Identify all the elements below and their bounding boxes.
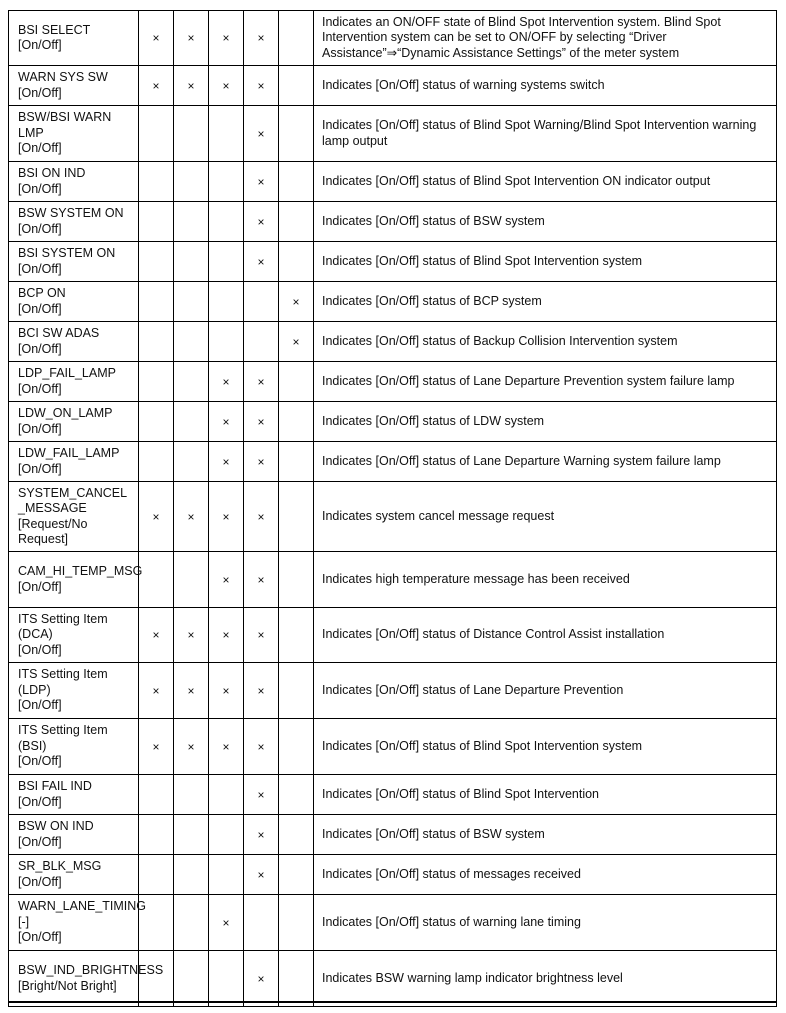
item-cell [9, 322, 139, 362]
item-label: CAM_HI_TEMP_MSG [18, 564, 143, 578]
item-unit: [On/Off] [18, 579, 62, 594]
description-cell: Indicates [On/Off] status of warning lane timing [314, 895, 777, 951]
table-row [9, 951, 777, 1007]
applicability-cell-1 [139, 322, 174, 362]
applicable-mark: × [187, 739, 195, 754]
applicability-cell-2 [174, 775, 209, 815]
applicable-mark: × [222, 509, 230, 524]
applicability-cell-4 [244, 895, 279, 951]
applicability-cell-3 [209, 719, 244, 775]
item-unit: [On/Off] [18, 874, 62, 889]
item-label: BSW/BSI WARN LMP [18, 110, 112, 140]
item-label: BSW ON IND [18, 819, 94, 833]
applicability-cell-5 [279, 775, 314, 815]
applicability-cell-5 [279, 106, 314, 162]
applicability-cell-4 [244, 322, 279, 362]
item-label: WARN SYS SW [18, 70, 108, 84]
applicable-mark: × [257, 572, 265, 587]
applicability-cell-5 [279, 202, 314, 242]
applicability-cell-3 [209, 895, 244, 951]
item-label: BSI ON IND [18, 166, 86, 180]
applicability-cell-5 [279, 242, 314, 282]
applicability-cell-2 [174, 719, 209, 775]
applicable-mark: × [257, 867, 265, 882]
applicability-cell-2 [174, 552, 209, 608]
table-row [9, 11, 777, 66]
description-cell: Indicates [On/Off] status of messages received [314, 855, 777, 895]
description-cell: Indicates system cancel message request [314, 482, 777, 552]
applicability-cell-2 [174, 242, 209, 282]
item-unit: [On/Off] [18, 698, 62, 713]
applicability-cell-3 [209, 663, 244, 719]
applicability-cell-3 [209, 11, 244, 66]
applicability-cell-3 [209, 775, 244, 815]
item-unit: [On/Off] [18, 85, 62, 100]
applicability-cell-4 [244, 815, 279, 855]
applicable-mark: × [257, 31, 265, 45]
applicability-cell-3 [209, 66, 244, 106]
item-cell [9, 482, 139, 552]
applicability-cell-5 [279, 482, 314, 552]
table-row [9, 552, 777, 608]
applicability-cell-4 [244, 608, 279, 663]
applicability-cell-2 [174, 482, 209, 552]
item-cell [9, 719, 139, 775]
applicable-mark: × [222, 628, 230, 642]
item-label: SYSTEM_CANCEL _MESSAGE [18, 485, 127, 515]
item-cell [9, 815, 139, 855]
item-unit: [On/Off] [18, 181, 62, 196]
applicable-mark: × [257, 628, 265, 642]
item-unit: [On/Off] [18, 754, 62, 769]
item-unit: [On/Off] [18, 141, 62, 156]
item-cell [9, 442, 139, 482]
item-unit: [On/Off] [18, 301, 62, 316]
table-body [9, 11, 777, 1007]
table-row [9, 202, 777, 242]
applicability-cell-4 [244, 242, 279, 282]
applicable-mark: × [257, 739, 265, 754]
applicable-mark: × [257, 787, 265, 802]
item-unit: [On/Off] [18, 341, 62, 356]
description-cell: Indicates [On/Off] status of Distance Control Assist installation [314, 608, 777, 663]
description-cell: Indicates [On/Off] status of Lane Departure Prevention [314, 663, 777, 719]
description-cell: Indicates high temperature message has been received [314, 552, 777, 608]
item-cell [9, 402, 139, 442]
applicable-mark: × [222, 915, 230, 930]
item-label: BSI FAIL IND [18, 779, 92, 793]
item-cell [9, 66, 139, 106]
applicable-mark: × [152, 683, 160, 698]
applicability-cell-2 [174, 66, 209, 106]
applicability-cell-3 [209, 362, 244, 402]
applicable-mark: × [187, 31, 195, 45]
applicability-cell-3 [209, 855, 244, 895]
description-cell: Indicates [On/Off] status of BCP system [314, 282, 777, 322]
applicability-cell-5 [279, 663, 314, 719]
applicability-cell-1 [139, 66, 174, 106]
applicability-cell-4 [244, 442, 279, 482]
applicable-mark: × [222, 572, 230, 587]
applicable-mark: × [152, 739, 160, 754]
item-label: BSI SYSTEM ON [18, 246, 116, 260]
item-unit: [On/Off] [18, 930, 62, 945]
applicability-cell-5 [279, 719, 314, 775]
applicability-cell-5 [279, 282, 314, 322]
applicability-cell-3 [209, 282, 244, 322]
item-label: BSW_IND_BRIGHTNESS [18, 963, 164, 977]
item-label: WARN_LANE_TIMING [-] [18, 899, 147, 929]
applicability-cell-3 [209, 951, 244, 1007]
item-label: ITS Setting Item (BSI) [18, 723, 108, 753]
table-row [9, 895, 777, 951]
applicability-cell-5 [279, 162, 314, 202]
applicability-cell-2 [174, 815, 209, 855]
applicability-cell-1 [139, 362, 174, 402]
applicable-mark: × [257, 454, 265, 469]
applicability-cell-4 [244, 202, 279, 242]
applicability-cell-2 [174, 322, 209, 362]
table-row [9, 66, 777, 106]
table-row [9, 855, 777, 895]
applicability-cell-5 [279, 552, 314, 608]
applicability-cell-2 [174, 362, 209, 402]
applicability-cell-2 [174, 895, 209, 951]
applicability-cell-1 [139, 815, 174, 855]
applicability-cell-5 [279, 855, 314, 895]
table-row [9, 106, 777, 162]
description-cell: Indicates [On/Off] status of Blind Spot Intervention [314, 775, 777, 815]
applicable-mark: × [257, 126, 265, 141]
applicability-cell-1 [139, 242, 174, 282]
applicability-cell-5 [279, 442, 314, 482]
item-unit: [Bright/Not Bright] [18, 978, 117, 993]
applicability-cell-3 [209, 442, 244, 482]
applicable-mark: × [222, 78, 230, 93]
applicable-mark: × [222, 414, 230, 429]
item-label: BSI SELECT [18, 22, 91, 37]
item-unit: [On/Off] [18, 794, 62, 809]
description-cell: Indicates BSW warning lamp indicator brightness level [314, 951, 777, 1007]
item-unit: [On/Off] [18, 421, 62, 436]
applicable-mark: × [187, 78, 195, 93]
applicability-cell-4 [244, 66, 279, 106]
description-cell: Indicates [On/Off] status of Blind Spot Warning/Blind Spot Intervention warning lamp output [314, 106, 777, 162]
applicability-cell-5 [279, 11, 314, 66]
applicable-mark: × [222, 683, 230, 698]
applicability-cell-4 [244, 162, 279, 202]
applicability-cell-1 [139, 202, 174, 242]
applicability-cell-5 [279, 322, 314, 362]
applicable-mark: × [152, 78, 160, 93]
table-row [9, 719, 777, 775]
item-label: BCI SW ADAS [18, 326, 100, 340]
applicability-cell-4 [244, 775, 279, 815]
item-unit: [On/Off] [18, 381, 62, 396]
table-row [9, 442, 777, 482]
item-unit: [On/Off] [18, 261, 62, 276]
applicability-cell-1 [139, 552, 174, 608]
applicable-mark: × [257, 254, 265, 269]
applicable-mark: × [257, 374, 265, 389]
applicability-cell-3 [209, 402, 244, 442]
description-cell: Indicates [On/Off] status of Backup Collision Intervention system [314, 322, 777, 362]
applicability-cell-2 [174, 608, 209, 663]
applicability-cell-4 [244, 362, 279, 402]
applicability-cell-1 [139, 663, 174, 719]
applicability-cell-4 [244, 11, 279, 66]
applicability-cell-4 [244, 106, 279, 162]
applicability-cell-5 [279, 362, 314, 402]
item-label: SR_BLK_MSG [18, 859, 102, 873]
description-cell: Indicates [On/Off] status of Lane Departure Prevention system failure lamp [314, 362, 777, 402]
item-unit: [On/Off] [18, 38, 62, 52]
table-row [9, 815, 777, 855]
applicable-mark: × [257, 174, 265, 189]
applicability-cell-5 [279, 895, 314, 951]
applicability-cell-3 [209, 202, 244, 242]
applicability-cell-2 [174, 11, 209, 66]
applicability-cell-1 [139, 162, 174, 202]
applicable-mark: × [257, 683, 265, 698]
applicability-cell-1 [139, 11, 174, 66]
applicability-cell-4 [244, 482, 279, 552]
applicable-mark: × [257, 414, 265, 429]
applicable-mark: × [257, 827, 265, 842]
item-label: LDW_ON_LAMP [18, 406, 113, 420]
table-row [9, 162, 777, 202]
description-cell: Indicates [On/Off] status of Lane Departure Warning system failure lamp [314, 442, 777, 482]
applicability-cell-3 [209, 162, 244, 202]
applicable-mark: × [257, 214, 265, 229]
applicability-cell-4 [244, 719, 279, 775]
item-cell [9, 895, 147, 951]
applicability-cell-5 [279, 608, 314, 663]
applicability-cell-3 [209, 242, 244, 282]
table-row [9, 775, 777, 815]
item-cell [9, 242, 139, 282]
applicability-cell-2 [174, 951, 209, 1007]
description-cell: Indicates [On/Off] status of Blind Spot Intervention system [314, 719, 777, 775]
item-label: ITS Setting Item (DCA) [18, 611, 108, 642]
applicability-cell-4 [244, 663, 279, 719]
applicability-cell-2 [174, 162, 209, 202]
applicable-mark: × [152, 628, 160, 642]
item-cell [9, 162, 139, 202]
bottom-rule [8, 1001, 776, 1003]
applicability-cell-2 [174, 663, 209, 719]
item-cell [9, 11, 139, 66]
table-row [9, 663, 777, 719]
applicability-cell-5 [279, 815, 314, 855]
applicability-cell-3 [209, 482, 244, 552]
item-label: ITS Setting Item (LDP) [18, 667, 108, 697]
applicable-mark: × [292, 334, 300, 349]
item-cell [9, 951, 164, 1007]
item-cell [9, 202, 139, 242]
applicability-cell-5 [279, 402, 314, 442]
description-cell: Indicates an ON/OFF state of Blind Spot Intervention system. Blind Spot Intervention system can be set to ON/OFF by selecting “Driver Assistance”⇒“Dynamic Assistance Settings” of the meter system [314, 11, 777, 66]
applicable-mark: × [222, 31, 230, 45]
applicability-cell-2 [174, 402, 209, 442]
applicability-cell-2 [174, 442, 209, 482]
applicable-mark: × [257, 509, 265, 524]
applicability-cell-3 [209, 552, 244, 608]
item-cell [9, 775, 139, 815]
applicability-cell-1 [139, 402, 174, 442]
description-cell: Indicates [On/Off] status of Blind Spot Intervention ON indicator output [314, 162, 777, 202]
applicability-cell-1 [139, 855, 174, 895]
data-monitor-table [8, 10, 777, 1007]
applicability-cell-3 [209, 106, 244, 162]
item-cell [9, 663, 139, 719]
applicable-mark: × [257, 78, 265, 93]
table-row [9, 402, 777, 442]
applicable-mark: × [222, 739, 230, 754]
applicability-cell-1 [139, 106, 174, 162]
item-unit: [On/Off] [18, 461, 62, 476]
applicability-cell-1 [139, 282, 174, 322]
applicability-cell-2 [174, 282, 209, 322]
applicability-cell-5 [279, 951, 314, 1007]
applicable-mark: × [222, 374, 230, 389]
applicable-mark: × [222, 454, 230, 469]
item-label: BSW SYSTEM ON [18, 206, 124, 220]
applicable-mark: × [257, 971, 265, 986]
item-cell [9, 855, 139, 895]
item-label: BCP ON [18, 286, 66, 300]
item-unit: [On/Off] [18, 834, 62, 849]
applicability-cell-4 [244, 951, 279, 1007]
description-cell: Indicates [On/Off] status of BSW system [314, 202, 777, 242]
description-cell: Indicates [On/Off] status of LDW system [314, 402, 777, 442]
applicability-cell-4 [244, 855, 279, 895]
item-unit: [On/Off] [18, 221, 62, 236]
table-row [9, 282, 777, 322]
applicability-cell-4 [244, 282, 279, 322]
applicability-cell-2 [174, 106, 209, 162]
applicable-mark: × [292, 294, 300, 309]
applicability-cell-1 [139, 442, 174, 482]
applicable-mark: × [187, 683, 195, 698]
item-label: LDP_FAIL_LAMP [18, 366, 116, 380]
item-cell [9, 552, 143, 608]
applicability-cell-4 [244, 402, 279, 442]
applicability-cell-1 [139, 482, 174, 552]
table-row [9, 482, 777, 552]
applicability-cell-3 [209, 322, 244, 362]
table-row [9, 608, 777, 663]
applicability-cell-1 [139, 608, 174, 663]
applicability-cell-1 [139, 775, 174, 815]
table-row [9, 242, 777, 282]
description-cell: Indicates [On/Off] status of warning systems switch [314, 66, 777, 106]
item-cell [9, 106, 139, 162]
description-cell: Indicates [On/Off] status of Blind Spot Intervention system [314, 242, 777, 282]
applicability-cell-2 [174, 855, 209, 895]
applicability-cell-2 [174, 202, 209, 242]
applicable-mark: × [187, 628, 195, 642]
item-unit: [Request/No Request] [18, 516, 88, 546]
item-cell [9, 362, 139, 402]
applicability-cell-1 [139, 719, 174, 775]
applicable-mark: × [187, 509, 195, 524]
applicable-mark: × [152, 31, 160, 45]
item-unit: [On/Off] [18, 642, 62, 657]
table-row [9, 322, 777, 362]
description-cell: Indicates [On/Off] status of BSW system [314, 815, 777, 855]
applicable-mark: × [152, 509, 160, 524]
item-cell [9, 608, 139, 663]
applicability-cell-4 [244, 552, 279, 608]
item-cell [9, 282, 139, 322]
table-row [9, 362, 777, 402]
applicability-cell-3 [209, 608, 244, 663]
item-label: LDW_FAIL_LAMP [18, 446, 120, 460]
applicability-cell-1 [139, 951, 174, 1007]
applicability-cell-3 [209, 815, 244, 855]
applicability-cell-5 [279, 66, 314, 106]
